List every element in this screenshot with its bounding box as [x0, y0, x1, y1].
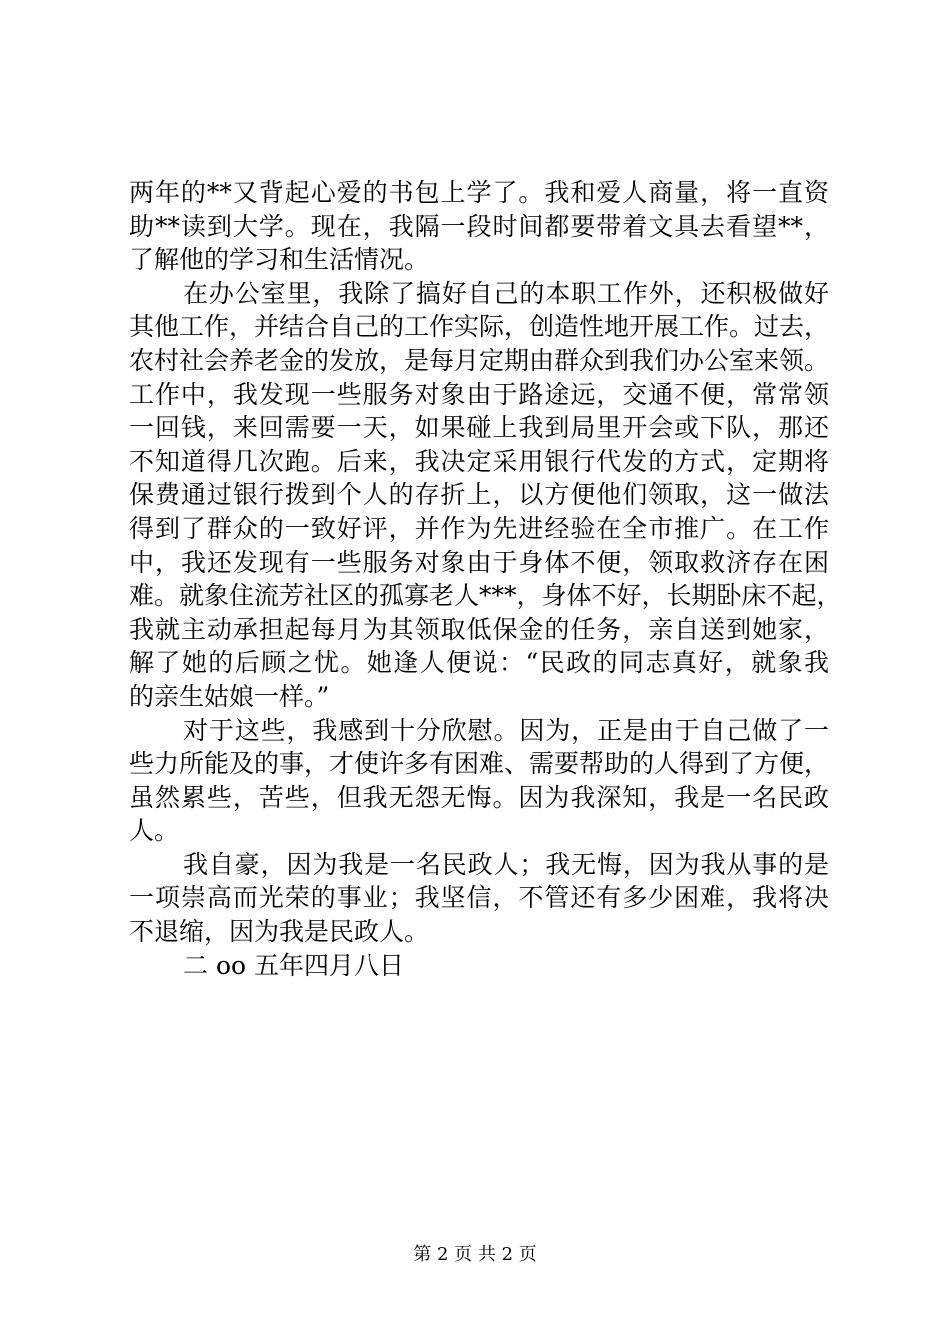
document-body	[129, 176, 842, 982]
text-line: 的亲生姑娘一样。”	[129, 681, 330, 711]
text-line: 在办公室里，我除了搞好自己的本职工作外，还积极做好	[183, 278, 829, 308]
text-line: 不退缩，因为我是民政人。	[129, 917, 430, 947]
paragraph-3	[129, 714, 829, 848]
text-line: 我自豪，因为我是一名民政人；我无悔，因为我从事的是	[183, 849, 829, 879]
text-line: 了解他的学习和生活情况。	[129, 245, 430, 275]
text-line: 工作中，我发现一些服务对象由于路途远，交通不便，常常领	[129, 379, 829, 409]
text-line: 中，我还发现有一些服务对象由于身体不便，领取救济存在困	[129, 547, 829, 577]
date-line	[129, 949, 829, 983]
text-line: 解了她的后顾之忧。她逢人便说：“民政的同志真好，就象我	[129, 648, 829, 678]
text-line: 不知道得几次跑。后来，我决定采用银行代发的方式，定期将	[129, 446, 829, 476]
text-line: 保费通过银行拨到个人的存折上，以方便他们领取，这一做法	[129, 480, 829, 510]
text-line: 我就主动承担起每月为其领取低保金的任务，亲自送到她家，	[129, 614, 829, 644]
text-line: 一回钱，来回需要一天，如果碰上我到局里开会或下队，那还	[129, 413, 829, 443]
paragraph-1	[129, 176, 829, 277]
paragraph-2	[129, 277, 842, 714]
text-line: 些力所能及的事，才使许多有困难、需要帮助的人得到了方便，	[129, 749, 830, 779]
text-line: 难。就象住流芳社区的孤寡老人***，身体不好，长期卧床不起，	[129, 581, 842, 611]
text-line: 虽然累些，苦些，但我无怨无悔。因为我深知，我是一名民政	[129, 782, 829, 812]
text-line: 两年的**又背起心爱的书包上学了。我和爱人商量，将一直资	[129, 178, 829, 207]
text-line: 人。	[129, 816, 180, 846]
page-number-footer: 第 2 页 共 2 页	[413, 1244, 537, 1265]
paragraph-4	[129, 848, 829, 949]
text-line: 对于这些，我感到十分欣慰。因为，正是由于自己做了一	[183, 715, 829, 745]
text-line: 得到了群众的一致好评，并作为先进经验在全市推广。在工作	[129, 513, 829, 543]
text-line: 农村社会养老金的发放，是每月定期由群众到我们办公室来领。	[129, 345, 830, 375]
text-line: 助**读到大学。现在，我隔一段时间都要带着文具去看望**，	[129, 211, 829, 241]
text-line: 一项崇高而光荣的事业；我坚信，不管还有多少困难，我将决	[129, 883, 829, 913]
text-line: 其他工作，并结合自己的工作实际，创造性地开展工作。过去，	[129, 312, 830, 342]
document-date: 二 oo 五年四月八日	[183, 950, 404, 980]
